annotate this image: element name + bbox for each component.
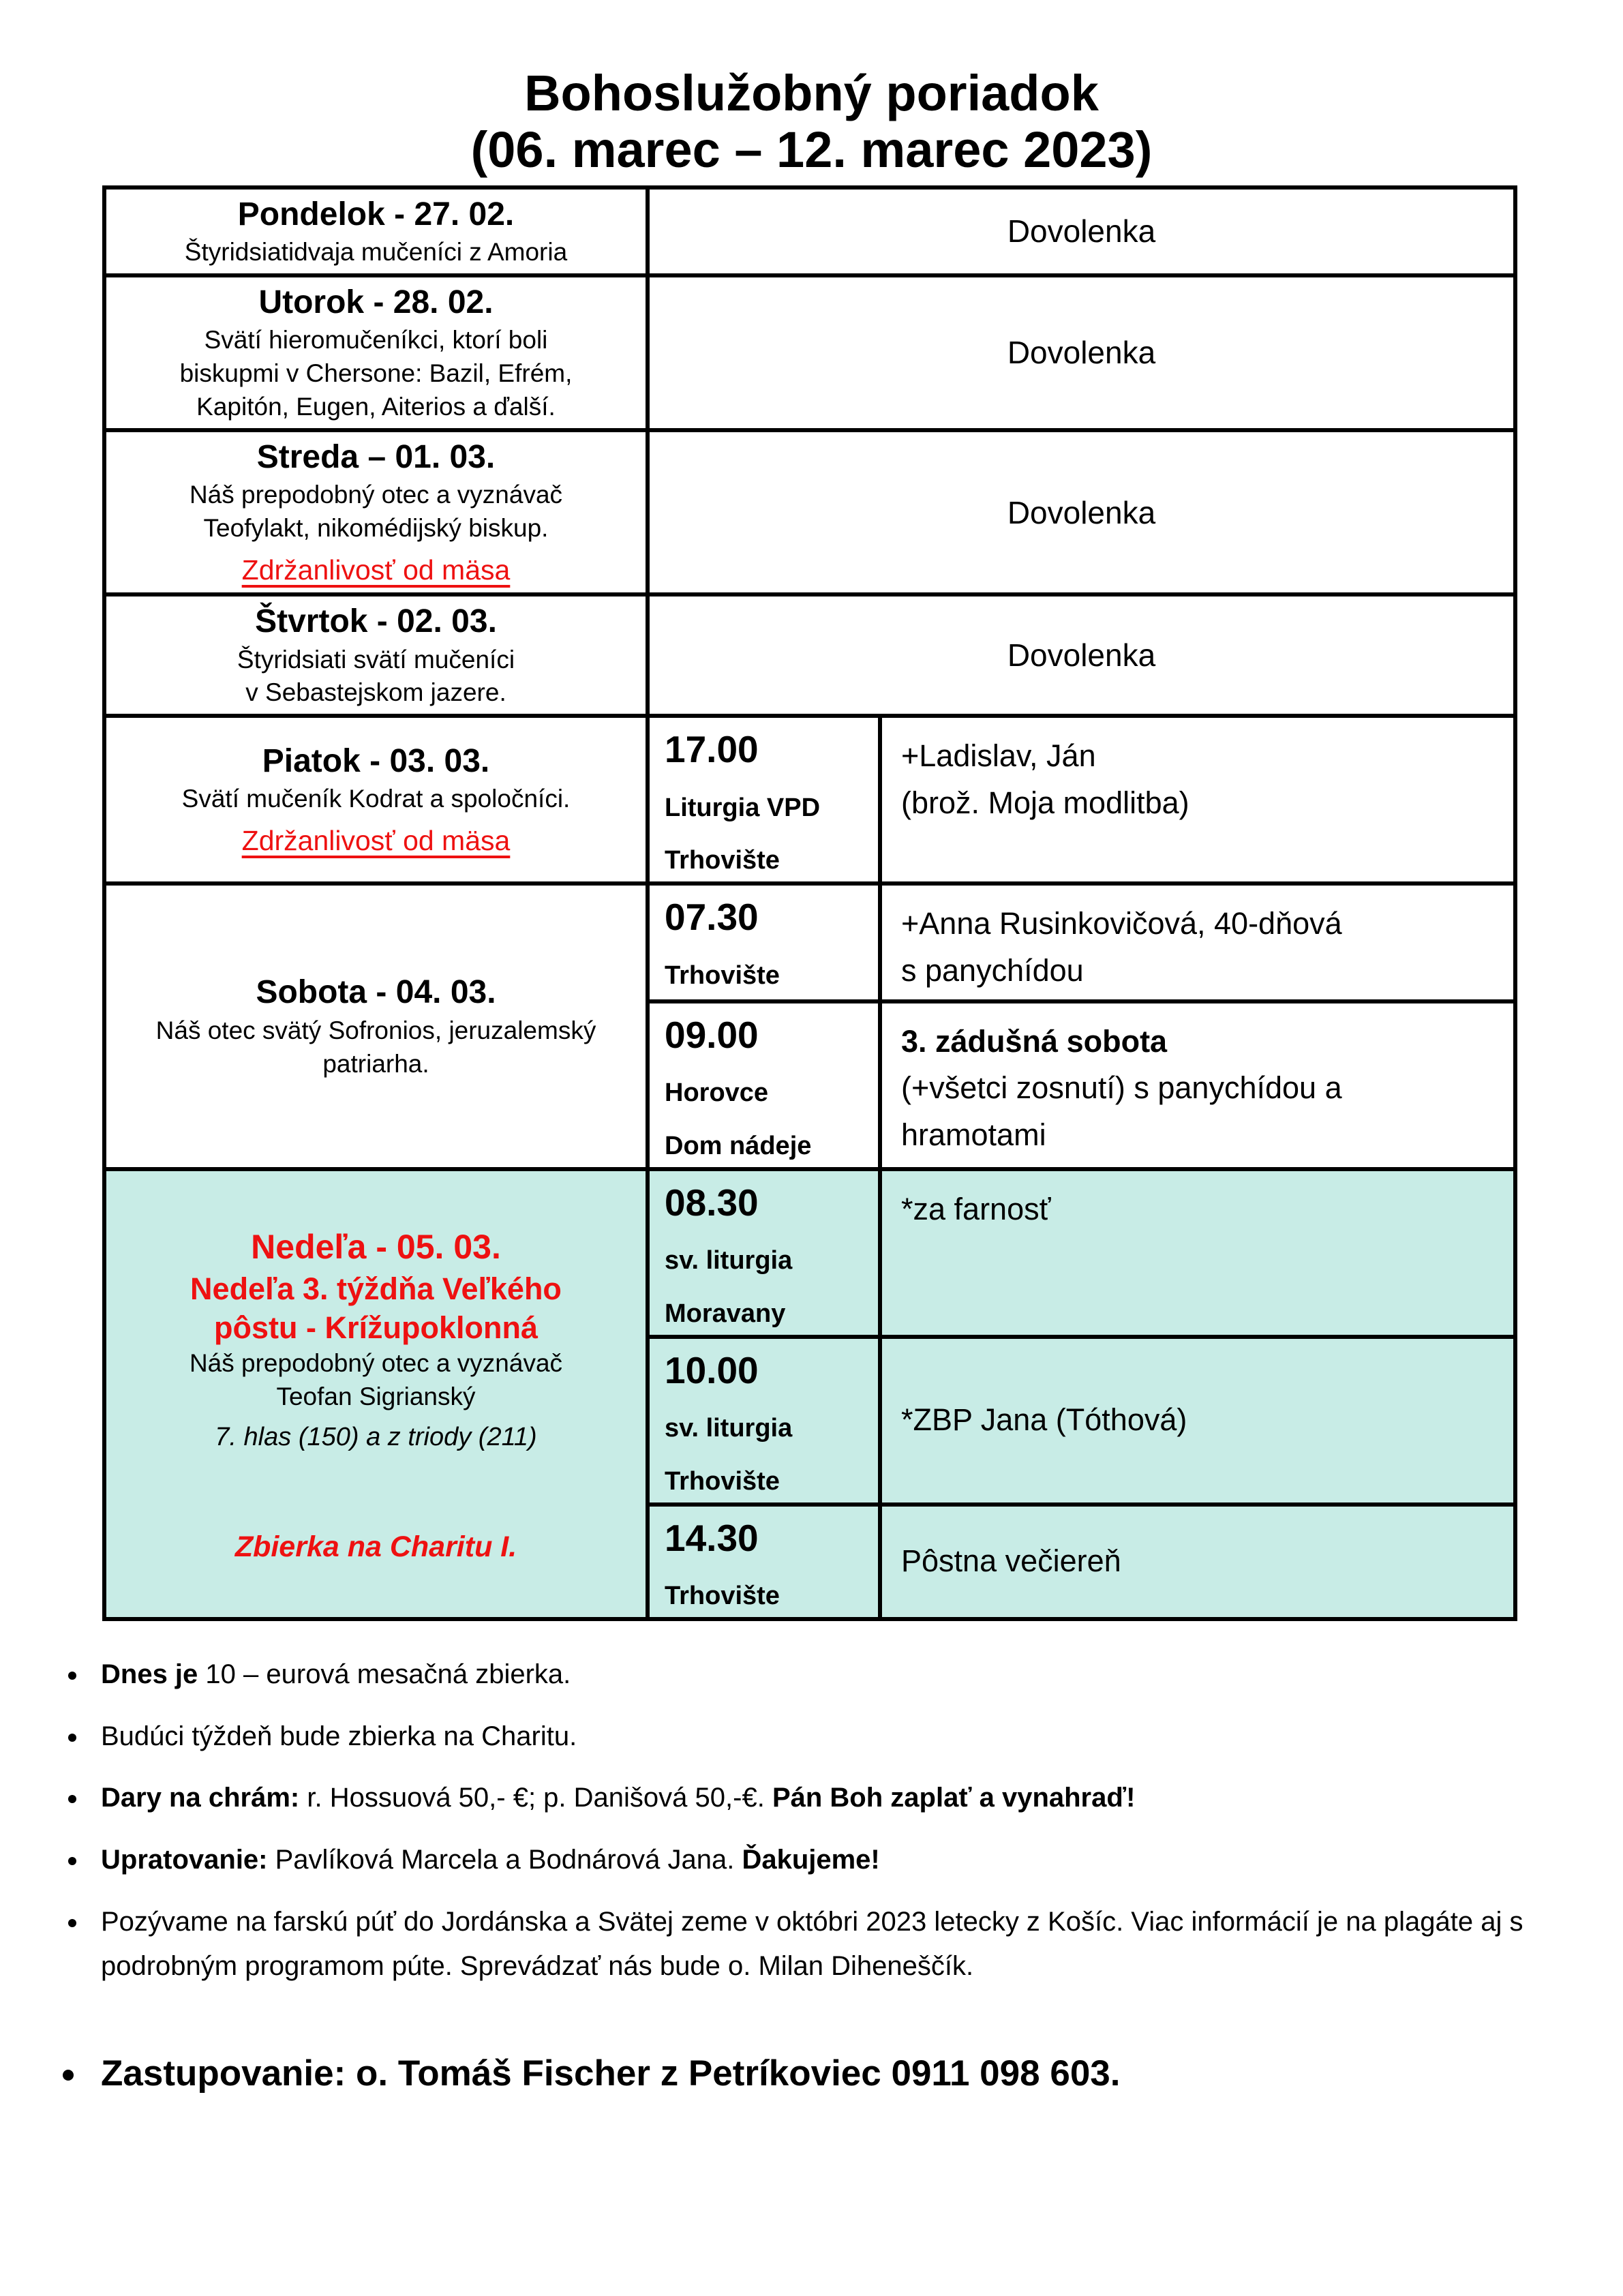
service-place: Dom nádeje: [665, 1132, 812, 1161]
day-cell-sunday: [104, 1169, 648, 1619]
time-cell: [648, 1169, 880, 1337]
row-friday: [104, 716, 1515, 883]
time-cell: [648, 1337, 880, 1505]
service-place: Moravany: [665, 1299, 786, 1328]
intention-line: +Ladislav, Ján: [901, 738, 1096, 774]
substitution-note: • Zastupovanie: o. Tomáš Fischer z Petríkoviec 0911 098 603.: [89, 2051, 1526, 2098]
schedule-table: [102, 185, 1517, 1621]
announcement-text-bold: Dnes je: [101, 1659, 198, 1689]
feast-line: Náš prepodobný otec a vyznávač: [189, 481, 563, 509]
service-time: 07.30: [665, 896, 759, 939]
feast-line: v Sebastejskom jazere.: [245, 678, 506, 707]
announcement-text: 10 – eurová mesačná zbierka.: [198, 1659, 571, 1689]
day-cell-thursday: [104, 594, 648, 716]
announcement-text: r. Hossuová 50,- €; p. Danišová 50,-€.: [299, 1783, 772, 1813]
abstinence-note: Zdržanlivosť od mäsa: [241, 554, 511, 586]
announcement-text-bold: Pán Boh zaplať a vynahraď!: [772, 1783, 1136, 1813]
announcement-text: Pavlíková Marcela a Bodnárová Jana.: [267, 1845, 742, 1875]
day-header: Nedeľa - 05. 03.: [251, 1227, 501, 1266]
feast-line: Teofylakt, nikomédijský biskup.: [203, 514, 549, 543]
row-thursday: [104, 594, 1515, 716]
day-cell-monday: [104, 187, 648, 275]
vacation-cell: Dovolenka: [648, 187, 1515, 275]
tone-reference: 7. hlas (150) a z triody (211): [215, 1422, 537, 1451]
day-header: Utorok - 28. 02.: [258, 284, 494, 320]
service-type: sv. liturgia: [665, 1414, 793, 1443]
service-type: Liturgia VPD: [665, 793, 821, 822]
service-place: Trhovište: [665, 961, 780, 990]
service-time: 09.00: [665, 1013, 759, 1056]
row-saturday-1: [104, 883, 1515, 1001]
time-cell: [648, 1505, 880, 1619]
vacation-cell: Dovolenka: [648, 430, 1515, 594]
sunday-title-line: Nedeľa 3. týždňa Veľkého: [190, 1271, 562, 1307]
service-type: sv. liturgia: [665, 1246, 793, 1275]
announcement-item: [89, 1838, 1526, 1882]
intention-cell: [880, 1169, 1515, 1337]
announcement-text: Budúci týždeň bude zbierka na Charitu.: [101, 1721, 577, 1751]
charity-collection-note: Zbierka na Charitu I.: [234, 1530, 517, 1563]
page-date-range: (06. marec – 12. marec 2023): [470, 121, 1153, 178]
feast-line: patriarha.: [322, 1049, 429, 1078]
page-title: Bohoslužobný poriadok: [524, 65, 1099, 121]
row-monday: [104, 187, 1515, 275]
intention-cell: [880, 716, 1515, 883]
service-place: Trhovište: [665, 1582, 780, 1611]
service-time: 10.00: [665, 1348, 759, 1391]
intention-cell: [880, 1337, 1515, 1505]
time-cell: [648, 1001, 880, 1169]
service-time: 17.00: [665, 728, 759, 771]
feast-line: Náš otec svätý Sofronios, jeruzalemský: [155, 1016, 596, 1044]
announcement-text-bold: Upratovanie:: [101, 1845, 268, 1875]
service-place: Trhovište: [665, 846, 780, 875]
announcement-text-bold: Dary na chrám:: [101, 1783, 300, 1813]
day-header: Pondelok - 27. 02.: [237, 196, 515, 232]
intention-cell: [880, 1505, 1515, 1619]
day-header: Sobota - 04. 03.: [256, 974, 496, 1011]
intention-cell: [880, 1001, 1515, 1169]
vacation-cell: Dovolenka: [648, 594, 1515, 716]
feast-line: Náš prepodobný otec a vyznávač: [189, 1348, 563, 1377]
announcement-item: [89, 1715, 1526, 1759]
intention-line: Pôstna večiereň: [901, 1543, 1121, 1579]
intention-line: *ZBP Jana (Tóthová): [901, 1402, 1187, 1438]
intention-line: (brož. Moja modlitba): [901, 785, 1189, 820]
day-cell-friday: [104, 716, 648, 883]
intention-line: (+všetci zosnutí) s panychídou a: [901, 1070, 1342, 1106]
day-header: Streda – 01. 03.: [256, 438, 496, 475]
service-time: 14.30: [665, 1516, 759, 1559]
feast-line: Svätí mučeník Kodrat a spoločníci.: [181, 785, 571, 813]
intention-line: hramotami: [901, 1117, 1046, 1152]
intention-line: s panychídou: [901, 952, 1084, 988]
intention-line: *za farnosť: [901, 1191, 1051, 1226]
feast-line: Štyridsiati svätí mučeníci: [237, 645, 515, 674]
announcement-item: [89, 1652, 1526, 1697]
announcement-text-bold: Ďakujeme!: [742, 1845, 880, 1875]
announcement-list: [53, 1652, 1526, 2098]
intention-line: +Anna Rusinkovičová, 40-dňová: [901, 906, 1342, 941]
time-cell: [648, 716, 880, 883]
announcement-item: [89, 1776, 1526, 1820]
feast-line: biskupmi v Chersone: Bazil, Efrém,: [179, 359, 573, 388]
row-tuesday: [104, 275, 1515, 430]
day-cell-wednesday: [104, 430, 648, 594]
row-wednesday: [104, 430, 1515, 594]
announcement-text: Pozývame na farskú púť do Jordánska a Svätej zeme v októbri 2023 letecky z Košíc. Viac informácií je na plagáte aj s podrobným programom púte. Sprevádzať nás bude o. Milan Diheneščík.: [101, 1906, 1523, 1981]
feast-line: Teofan Sigrianský: [276, 1382, 476, 1410]
feast-line: Svätí hieromučeníkci, ktorí boli: [204, 326, 548, 354]
abstinence-note: Zdržanlivosť od mäsa: [241, 825, 511, 857]
sunday-title-line: pôstu - Krížupoklonná: [214, 1310, 538, 1345]
service-time: 08.30: [665, 1181, 759, 1224]
day-header: Piatok - 03. 03.: [262, 742, 490, 779]
day-cell-tuesday: [104, 275, 648, 430]
feast-line: Štyridsiatidvaja mučeníci z Amoria: [184, 238, 568, 267]
day-cell-saturday: [104, 883, 648, 1169]
service-place: Trhovište: [665, 1466, 780, 1496]
title-block: [0, 65, 1623, 179]
day-header: Štvrtok - 02. 03.: [255, 603, 497, 640]
vacation-cell: Dovolenka: [648, 275, 1515, 430]
service-place: Horovce: [665, 1078, 769, 1108]
intention-cell: [880, 883, 1515, 1001]
announcement-item: [89, 1900, 1526, 1989]
intention-title: 3. zádušná sobota: [901, 1023, 1168, 1059]
feast-line: Kapitón, Eugen, Aiterios a ďalší.: [196, 393, 556, 421]
row-sunday-1: [104, 1169, 1515, 1337]
time-cell: [648, 883, 880, 1001]
